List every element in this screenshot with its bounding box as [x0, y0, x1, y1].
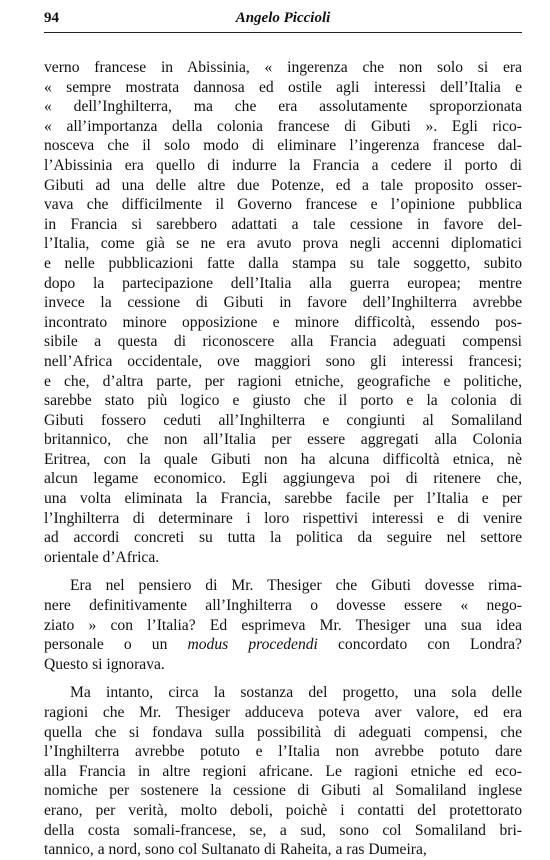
text-line: nell’Africa occidentale, ove maggiori sono gli interessi francesi;: [44, 352, 522, 370]
text-line: quella che si fondava sulla possibilità di adeguati compensi, che: [44, 723, 522, 741]
text-line: vava che difficilmente il Governo francese e l’opinione pubblica: [44, 196, 522, 214]
text-line: alcun legame economico. Egli aggiungeva poi di ritenere che,: [44, 470, 522, 488]
text-line: nomiche per sostenere la cessione di Gibuti al Somaliland inglese: [44, 782, 522, 800]
text-line: una volta eliminata la Francia, sarebbe facile per l’Italia e per: [44, 490, 522, 508]
text-line: l’Inghilterra avrebbe potuto e l’Italia non avrebbe potuto dare: [44, 743, 522, 761]
paragraph: [44, 683, 522, 859]
text-line: ad accordi concreti su tutta la politica da seguire nel settore: [44, 529, 522, 547]
text-line: tannico, a nord, sono col Sultanato di Raheita, a ras Dumeira,: [44, 841, 427, 859]
text-line: dopo la partecipazione dell’Italia alla guerra europea; mentre: [44, 274, 522, 292]
page-number: 94: [44, 10, 59, 26]
paragraph-gap: [44, 674, 522, 683]
text-line: ziato » con l’Italia? Ed esprimeva Mr. Thesiger una sua idea: [44, 616, 522, 634]
text-line: Questo si ignorava.: [44, 655, 165, 673]
text-line: sibile a questa di riconoscere alla Francia adeguati compensi: [44, 333, 522, 351]
text-line: « sempre mostrata dannosa ed ostile agli interessi dell’Italia e: [44, 78, 522, 96]
paragraph: [44, 58, 522, 567]
text-line: in Francia si sarebbero adattati a tale cessione in favore del-: [44, 215, 522, 233]
text-line: britannico, che non all’Italia per essere aggregati alla Colonia: [44, 431, 522, 449]
text-line: nere definitivamente all’Inghilterra o dovesse essere « nego-: [44, 597, 522, 615]
text-line: incontrato minore opposizione e minore difficoltà, essendo pos-: [44, 313, 522, 331]
text-line: Eritrea, con la quale Gibuti non ha alcuna difficoltà etnica, nè: [44, 450, 522, 468]
text-line: « all’importanza della colonia francese di Gibuti ». Egli rico-: [44, 117, 522, 135]
text-line: orientale d’Africa.: [44, 548, 160, 566]
text-line: verno francese in Abissinia, « ingerenza che non solo si era: [44, 59, 522, 76]
text-line: erano, per verità, molto deboli, poichè i contatti del protettorato: [44, 801, 522, 819]
text-line: Ma intanto, circa la sostanza del progetto, una sola delle: [70, 684, 522, 702]
text-line: della costa somali-francese, se, a sud, sono col Somaliland bri-: [44, 821, 522, 839]
text-line: Gibuti fossero ceduti all’Inghilterra e congiunti al Somaliland: [44, 411, 522, 429]
text-line: l’Abissinia era quello di indurre la Francia a cedere il porto di: [44, 156, 522, 174]
text-line: e che, d’altra parte, per ragioni etniche, geografiche e politiche,: [44, 372, 522, 390]
text-line: l’Italia, come già se ne era avuto prova negli accenni diplomatici: [44, 235, 522, 253]
text-line: ragioni che Mr. Thesiger adduceva poteva aver valore, ed era: [44, 704, 522, 721]
body-text: [44, 58, 522, 860]
text-line: l’Inghilterra di determinare i loro rispettivi interessi e di venire: [44, 509, 522, 527]
running-title: Angelo Piccioli: [235, 10, 331, 26]
text-line: « dell’Inghilterra, ma che era assolutamente sproporzionata: [44, 98, 522, 116]
text-line: sarebbe stato più logico e giusto che il porto e la colonia di: [44, 392, 522, 410]
text-line: e nelle pubblicazioni fatte dalla stampa su tale soggetto, subito: [44, 254, 522, 272]
text-line: personale o un modus procedendi concordato con Londra?: [44, 636, 522, 654]
text-line: invece la cessione di Gibuti in favore dell’Inghilterra avrebbe: [44, 294, 522, 312]
text-line: Era nel pensiero di Mr. Thesiger che Gibuti dovesse rima-: [70, 577, 522, 595]
page-header: [44, 8, 522, 33]
paragraph: [44, 576, 522, 674]
text-line: nosceva che il solo modo di eliminare l’ingerenza francese dal-: [44, 137, 522, 155]
paragraph-gap: [44, 567, 522, 576]
text-line: alla Francia in altre regioni africane. Le ragioni etniche ed eco-: [44, 762, 522, 780]
text-line: Gibuti ad una delle altre due Potenze, ed a tale proposito osser-: [44, 176, 522, 194]
